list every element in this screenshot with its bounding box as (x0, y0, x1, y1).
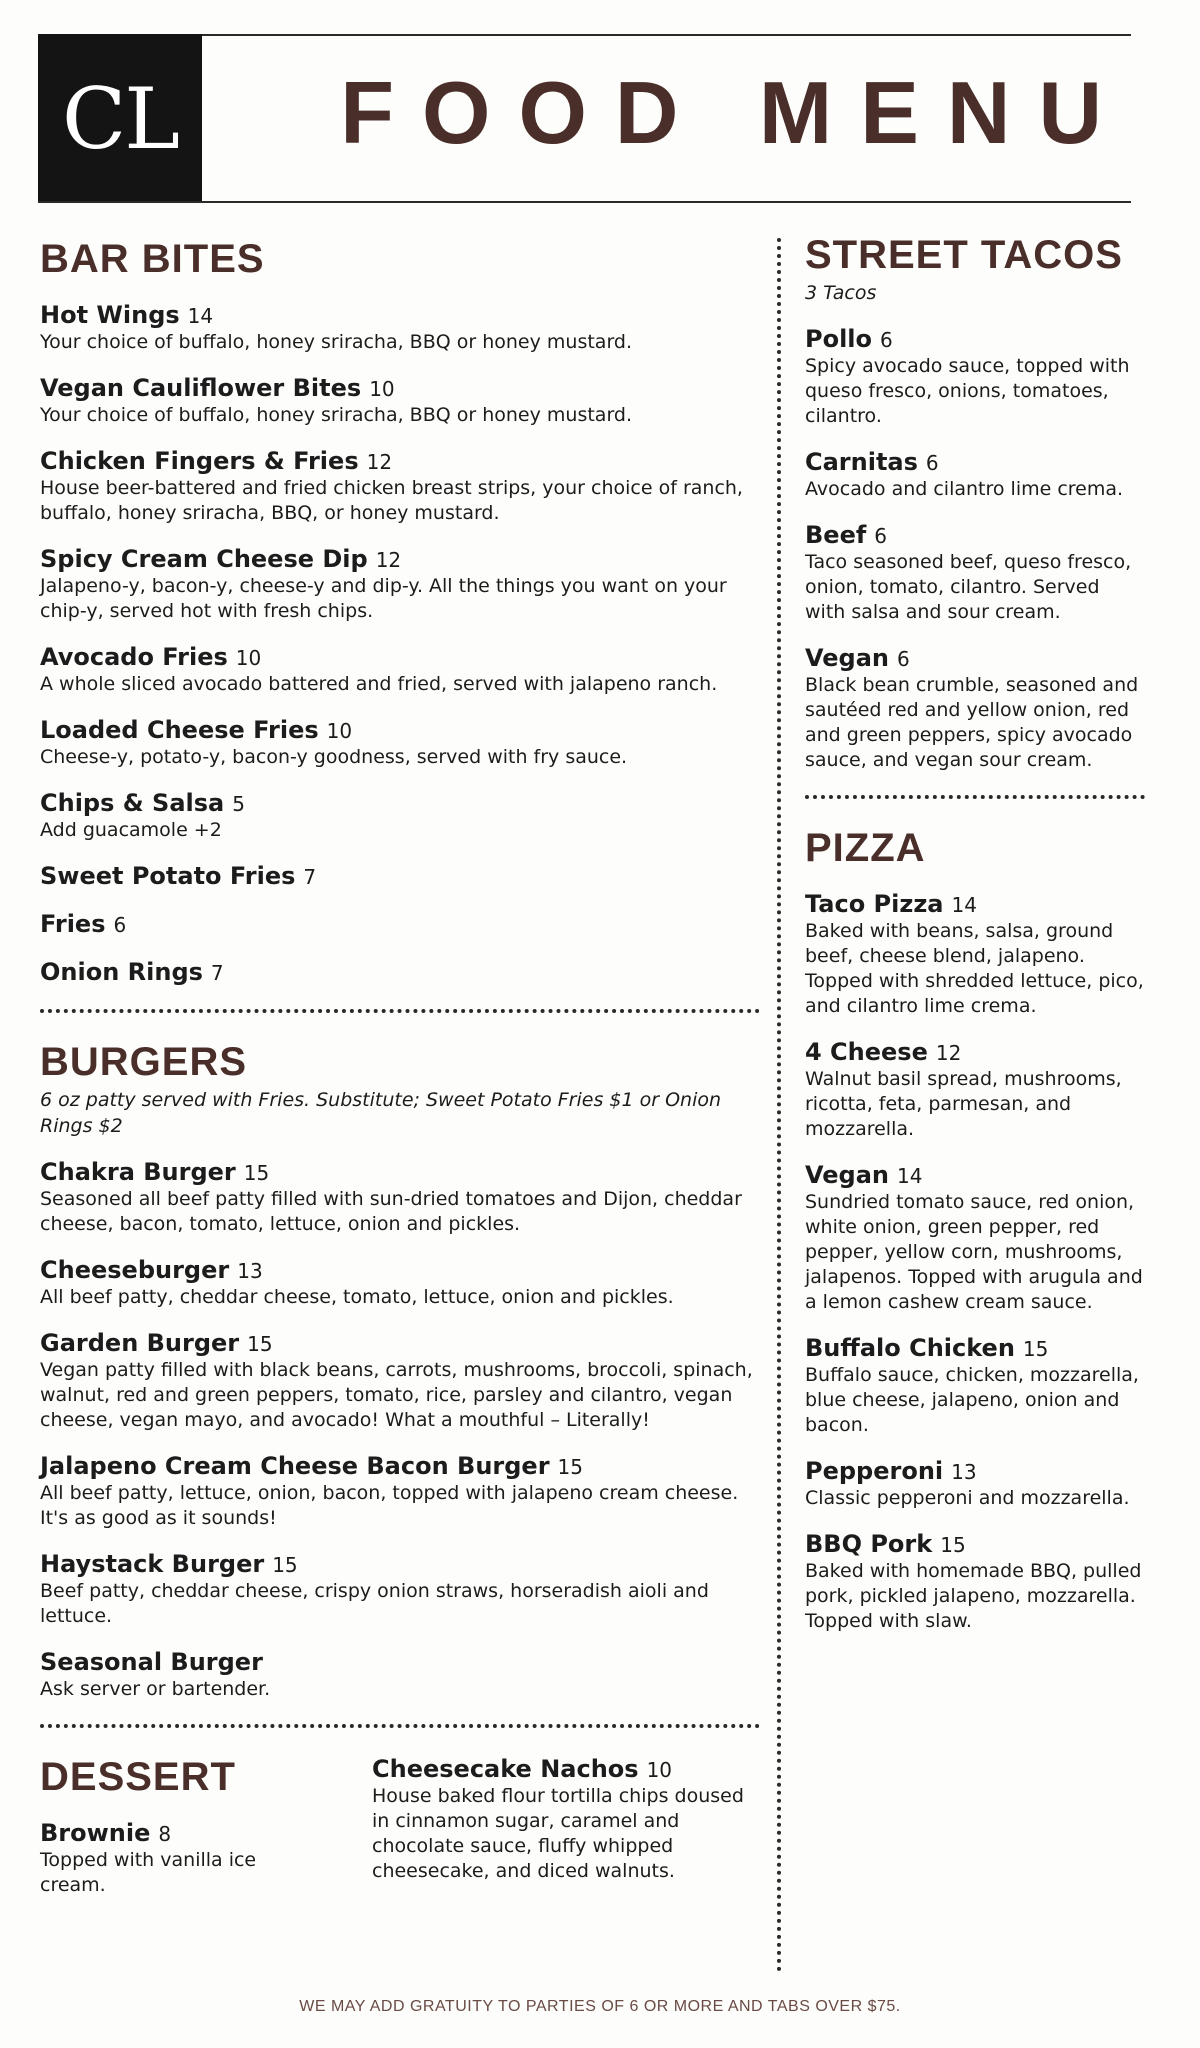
item-price: 10 (369, 377, 395, 401)
section-divider (40, 1009, 760, 1013)
item-name: Vegan Cauliflower Bites (40, 374, 362, 402)
item-description: Classic pepperoni and mozzarella. (805, 1487, 1130, 1509)
item-description: Your choice of buffalo, honey sriracha, BBQ or honey mustard. (40, 404, 633, 426)
menu-item (40, 788, 760, 843)
item-price: 10 (646, 1758, 673, 1782)
menu-item (40, 861, 760, 891)
item-description: Ask server or bartender. (40, 1678, 271, 1700)
logo (38, 34, 202, 203)
menu-item (40, 1451, 760, 1531)
item-price: 10 (235, 646, 262, 670)
menu-item (805, 1160, 1145, 1315)
section-divider (805, 795, 1145, 799)
item-price: 14 (897, 1164, 923, 1188)
item-heading (40, 788, 760, 818)
menu-item (40, 373, 760, 428)
menu-item (805, 1333, 1145, 1438)
street-tacos-list (805, 324, 1145, 773)
menu-item (805, 447, 1145, 502)
item-name: Cheeseburger (40, 1256, 230, 1284)
item-price: 12 (935, 1041, 962, 1065)
item-name: Brownie (40, 1819, 151, 1847)
item-price: 12 (375, 548, 402, 572)
item-description: House baked flour tortilla chips doused in cinnamon sugar, caramel and chocolate sauce, fluffy whipped cheesecake, and diced walnuts. (372, 1785, 744, 1882)
item-name: Hot Wings (40, 301, 180, 329)
dessert-section (40, 1754, 760, 1898)
item-price: 6 (925, 451, 939, 475)
item-heading (805, 1456, 1145, 1486)
bar-bites-section (40, 236, 760, 987)
item-price: 15 (243, 1161, 270, 1185)
menu-item (805, 643, 1145, 773)
section-title: PIZZA (805, 826, 926, 870)
section-divider (40, 1724, 760, 1728)
item-heading (40, 909, 760, 939)
item-description: All beef patty, cheddar cheese, tomato, lettuce, onion and pickles. (40, 1286, 674, 1308)
left-column (40, 236, 760, 1898)
item-heading (40, 373, 760, 403)
item-heading (805, 324, 1145, 354)
item-name: Seasonal Burger (40, 1648, 263, 1676)
item-description: Baked with beans, salsa, ground beef, cheese blend, jalapeno. Topped with shredded lettuce, pico, and cilantro lime crema. (805, 920, 1144, 1017)
item-price: 13 (237, 1259, 263, 1283)
item-name: 4 Cheese (805, 1038, 928, 1066)
item-heading (40, 1818, 320, 1848)
item-name: Pollo (805, 325, 873, 353)
section-subtitle: 6 oz patty served with Fries. Substitute; Sweet Potato Fries $1 or Onion Rings $2 (40, 1089, 722, 1137)
item-heading (40, 446, 760, 476)
item-name: Vegan (805, 644, 889, 672)
item-name: Chips & Salsa (40, 789, 225, 817)
menu-item (40, 1818, 320, 1898)
logo-text: CL (61, 69, 179, 168)
section-title: BAR BITES (40, 237, 265, 281)
item-heading (805, 520, 1145, 550)
burgers-section (40, 1039, 760, 1702)
menu-item (40, 1255, 760, 1310)
item-heading (40, 1255, 760, 1285)
item-price: 15 (272, 1553, 298, 1577)
item-heading (805, 643, 1145, 673)
item-name: Pepperoni (805, 1457, 944, 1485)
footer-note: WE MAY ADD GRATUITY TO PARTIES OF 6 OR MORE AND TABS OVER $75. (299, 1998, 901, 2015)
item-description: Seasoned all beef patty filled with sun-dried tomatoes and Dijon, cheddar cheese, bacon, tomato, lettuce, onion and pickles. (40, 1188, 742, 1235)
item-heading (805, 1333, 1145, 1363)
header-bottom-rule (38, 201, 1131, 203)
item-description: Walnut basil spread, mushrooms, ricotta, feta, parmesan, and mozzarella. (805, 1068, 1122, 1140)
item-heading (40, 300, 760, 330)
menu-item (40, 957, 760, 987)
item-description: Avocado and cilantro lime crema. (805, 478, 1124, 500)
item-heading (40, 715, 760, 745)
item-heading (40, 544, 760, 574)
menu-item (805, 1456, 1145, 1511)
item-description: Spicy avocado sauce, topped with queso fresco, onions, tomatoes, cilantro. (805, 355, 1130, 427)
item-heading (40, 1647, 760, 1677)
item-heading (40, 1157, 760, 1187)
item-price: 15 (247, 1332, 273, 1356)
item-name: Beef (805, 521, 867, 549)
menu-item (40, 1328, 760, 1433)
item-heading (40, 1451, 760, 1481)
item-description: All beef patty, lettuce, onion, bacon, topped with jalapeno cream cheese. It's as good as it sounds! (40, 1482, 739, 1529)
right-column (805, 232, 1145, 1634)
item-price: 6 (897, 647, 910, 671)
menu-item (805, 1037, 1145, 1142)
item-heading (40, 957, 760, 987)
item-description: Beef patty, cheddar cheese, crispy onion straws, horseradish aioli and lettuce. (40, 1580, 709, 1627)
item-description: Taco seasoned beef, queso fresco, onion, tomato, cilantro. Served with salsa and sour cream. (805, 551, 1132, 623)
item-description: Buffalo sauce, chicken, mozzarella, blue cheese, jalapeno, onion and bacon. (805, 1364, 1139, 1436)
item-price: 8 (158, 1822, 172, 1846)
menu-item (805, 1529, 1145, 1634)
item-name: Carnitas (805, 448, 918, 476)
pizza-section (805, 825, 1145, 1634)
menu-item (805, 889, 1145, 1019)
item-heading (40, 1549, 760, 1579)
burgers-list (40, 1157, 760, 1702)
item-name: Buffalo Chicken (805, 1334, 1015, 1362)
menu-item (40, 1549, 760, 1629)
pizza-list (805, 889, 1145, 1634)
item-description: Your choice of buffalo, honey sriracha, BBQ or honey mustard. (40, 331, 633, 353)
item-price: 7 (303, 865, 317, 889)
menu-item (40, 300, 760, 355)
section-subtitle: 3 Tacos (805, 282, 877, 304)
section-title: DESSERT (40, 1755, 236, 1799)
item-price: 6 (874, 524, 888, 548)
item-description: Add guacamole +2 (40, 819, 222, 841)
section-title: STREET TACOS (805, 233, 1123, 277)
item-name: Sweet Potato Fries (40, 862, 296, 890)
menu-item (40, 715, 760, 770)
item-heading (40, 642, 760, 672)
item-name: Fries (40, 910, 106, 938)
item-name: Chicken Fingers & Fries (40, 447, 359, 475)
street-tacos-section (805, 232, 1145, 773)
dessert-left (40, 1754, 320, 1898)
item-price: 14 (951, 893, 977, 917)
item-heading (805, 1529, 1145, 1559)
item-description: Black bean crumble, seasoned and sautéed red and yellow onion, red and green peppers, spicy avocado sauce, and vegan sour cream. (805, 674, 1139, 771)
item-name: Vegan (805, 1161, 889, 1189)
item-heading (805, 1037, 1145, 1067)
item-description: Topped with vanilla ice cream. (40, 1849, 257, 1896)
menu-item (805, 520, 1145, 625)
item-description: Baked with homemade BBQ, pulled pork, pickled jalapeno, mozzarella. Topped with slaw. (805, 1560, 1142, 1632)
item-description: Jalapeno-y, bacon-y, cheese-y and dip-y. All the things you want on your chip-y, served hot with fresh chips. (40, 575, 727, 622)
item-name: Garden Burger (40, 1329, 240, 1357)
item-heading (805, 889, 1145, 919)
page-title: FOOD MENU (340, 63, 1130, 162)
menu-item (40, 544, 760, 624)
item-name: Taco Pizza (805, 890, 944, 918)
item-price: 6 (113, 913, 127, 937)
menu-item (40, 909, 760, 939)
item-name: Spicy Cream Cheese Dip (40, 545, 368, 573)
item-price: 14 (187, 304, 214, 328)
item-heading (372, 1754, 752, 1784)
item-name: Cheesecake Nachos (372, 1755, 639, 1783)
item-name: Chakra Burger (40, 1158, 236, 1186)
menu-item (40, 1647, 760, 1702)
item-description: Sundried tomato sauce, red onion, white onion, green pepper, red pepper, yellow corn, mushrooms, jalapenos. Topped with arugula and a lemon cashew cream sauce. (805, 1191, 1143, 1313)
item-description: Cheese-y, potato-y, bacon-y goodness, served with fry sauce. (40, 746, 628, 768)
item-price: 7 (210, 961, 224, 985)
item-price: 10 (326, 719, 353, 743)
item-price: 15 (940, 1533, 966, 1557)
item-price: 5 (232, 792, 245, 816)
column-divider (777, 238, 781, 1973)
item-name: BBQ Pork (805, 1530, 933, 1558)
item-name: Haystack Burger (40, 1550, 265, 1578)
item-description: House beer-battered and fried chicken breast strips, your choice of ranch, buffalo, honey sriracha, BBQ, or honey mustard. (40, 477, 743, 524)
item-heading (805, 1160, 1145, 1190)
item-name: Avocado Fries (40, 643, 228, 671)
dessert-right (372, 1754, 752, 1898)
bar-bites-list (40, 300, 760, 987)
item-price: 12 (366, 450, 393, 474)
item-heading (805, 447, 1145, 477)
item-name: Onion Rings (40, 958, 203, 986)
menu-item (40, 1157, 760, 1237)
menu-item (40, 446, 760, 526)
item-description: Vegan patty filled with black beans, carrots, mushrooms, broccoli, spinach, walnut, red and green peppers, tomato, rice, parsley and cilantro, vegan cheese, vegan mayo, and avocado! What a mouthful – Literally! (40, 1359, 753, 1431)
section-title: BURGERS (40, 1040, 248, 1084)
item-price: 15 (557, 1455, 583, 1479)
item-price: 6 (880, 328, 893, 352)
item-description: A whole sliced avocado battered and fried, served with jalapeno ranch. (40, 673, 718, 695)
item-heading (40, 861, 760, 891)
menu-item (40, 642, 760, 697)
menu-item (805, 324, 1145, 429)
item-heading (40, 1328, 760, 1358)
item-price: 15 (1022, 1337, 1049, 1361)
menu-item (372, 1754, 752, 1884)
item-name: Jalapeno Cream Cheese Bacon Burger (40, 1452, 550, 1480)
item-name: Loaded Cheese Fries (40, 716, 319, 744)
item-price: 13 (951, 1460, 977, 1484)
